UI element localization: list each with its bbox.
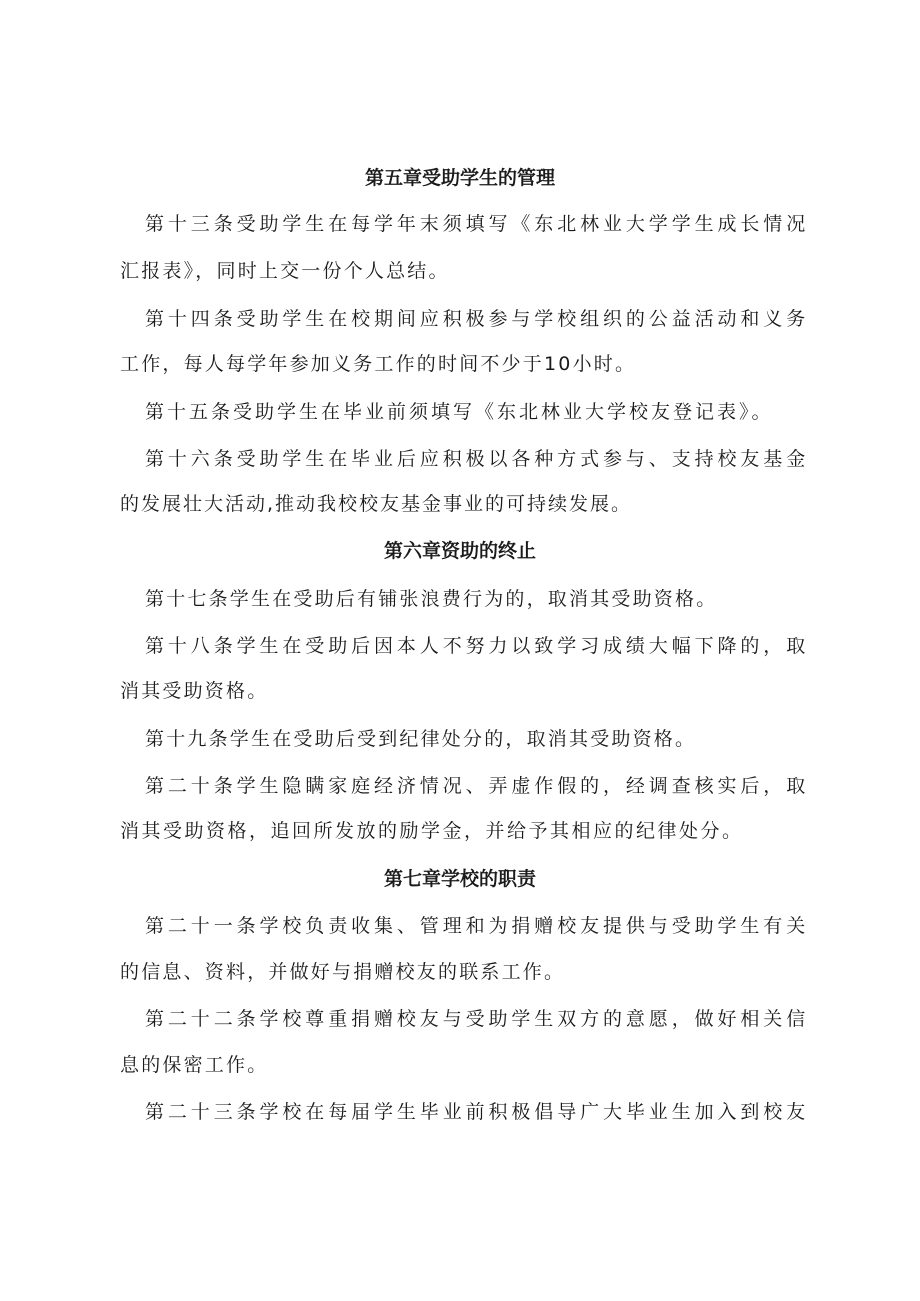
article-23-line-1: 第二十三条学校在每届学生毕业前积极倡导广大毕业生加入到校友 [145, 1101, 810, 1123]
article-18-line-1: 第十八条学生在受助后因本人不努力以致学习成绩大幅下降的，取 [145, 635, 810, 657]
article-13-line-2: 汇报表》，同时上交一份个人总结。 [120, 260, 450, 282]
article-14-line-2: 工作，每人每学年参加义务工作的时间不少于10小时。 [120, 353, 637, 375]
article-14-line-1: 第十四条受助学生在校期间应积极参与学校组织的公益活动和义务 [145, 308, 810, 330]
chapter-title: 第七章学校的职责 [383, 868, 536, 890]
article-16-line-1: 第十六条受助学生在毕业后应积极以各种方式参与、支持校友基金 [145, 448, 810, 470]
article-22-line-1: 第二十二条学校尊重捐赠校友与受助学生双方的意愿，做好相关信 [145, 1008, 810, 1030]
article-20-line-1: 第二十条学生隐瞒家庭经济情况、弄虚作假的，经调查核实后，取 [145, 775, 810, 797]
article-16-line-2: 的发展壮大活动,推动我校校友基金事业的可持续发展。 [120, 493, 633, 515]
article-21-line-2: 的信息、资料，并做好与捐赠校友的联系工作。 [120, 961, 566, 983]
article-17-line-1: 第十七条学生在受助后有铺张浪费行为的，取消其受助资格。 [145, 588, 718, 610]
article-21-line-1: 第二十一条学校负责收集、管理和为捐赠校友提供与受助学生有关 [145, 915, 810, 937]
article-13-line-1: 第十三条受助学生在每学年末须填写《东北林业大学学生成长情况 [145, 213, 810, 235]
article-20-line-2: 消其受助资格，追回所发放的励学金，并给予其相应的纪律处分。 [120, 820, 744, 842]
chapter-title: 第六章资助的终止 [383, 540, 536, 562]
article-22-line-2: 息的保密工作。 [120, 1054, 269, 1076]
article-19-line-1: 第十九条学生在受助后受到纪律处分的，取消其受助资格。 [145, 728, 697, 750]
article-15-line-1: 第十五条受助学生在毕业前须填写《东北林业大学校友登记表》。 [145, 401, 774, 423]
article-18-line-2: 消其受助资格。 [120, 680, 269, 702]
chapter-title: 第五章受助学生的管理 [364, 167, 555, 189]
